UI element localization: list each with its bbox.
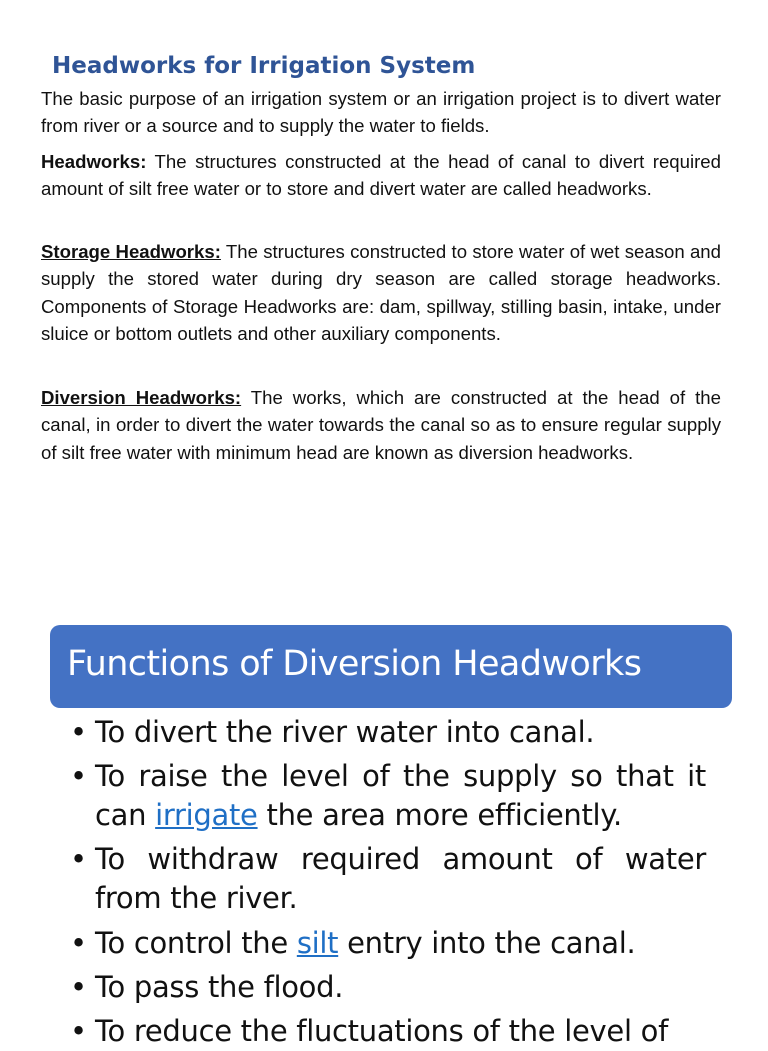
- bullet-text-post: entry into the canal.: [338, 926, 636, 960]
- bullet-text-pre: To raise the level of the supply so that it can: [95, 759, 706, 832]
- bullet-text: [95, 757, 706, 834]
- bullet-text: To pass the flood.: [95, 970, 344, 1004]
- slide-title: Functions of Diversion Headworks: [67, 644, 642, 684]
- bullet-item-reduce-fluctuations: [70, 1012, 706, 1051]
- headworks-term: Headworks:: [41, 151, 147, 172]
- irrigate-link[interactable]: irrigate: [155, 797, 258, 832]
- headworks-paragraph: [41, 148, 721, 203]
- diversion-headworks-definition: The works, which are constructed at the head of the canal, in order to divert the water towards the canal so as to ensure regular supply of silt free water with minimum head are known as diversion headworks.: [41, 387, 721, 463]
- bullet-dot-icon: •: [70, 759, 87, 793]
- bullet-text-pre: To control the: [95, 926, 297, 960]
- bullet-item-withdraw: [70, 840, 706, 917]
- document-title: Headworks for Irrigation System: [52, 53, 476, 79]
- bullet-item-divert: [70, 713, 706, 752]
- bullet-dot-icon: •: [70, 1014, 87, 1048]
- bullet-dot-icon: •: [70, 842, 87, 876]
- bullet-text: To withdraw required amount of water from the river.: [95, 842, 706, 915]
- intro-paragraph: The basic purpose of an irrigation system or an irrigation project is to divert water from river or a source and to supply the water to fields.: [41, 88, 721, 137]
- bullet-item-control-silt: [70, 924, 706, 963]
- diversion-headworks-paragraph: [41, 384, 721, 466]
- bullet-text-post: the area more efficiently.: [257, 797, 622, 832]
- bullet-text: To divert the river water into canal.: [95, 715, 595, 749]
- bullet-dot-icon: •: [70, 715, 87, 749]
- bullet-dot-icon: •: [70, 970, 87, 1004]
- silt-link[interactable]: silt: [296, 926, 339, 960]
- bullet-dot-icon: •: [70, 926, 87, 960]
- bullet-item-pass-flood: [70, 968, 706, 1007]
- storage-headworks-definition: The structures constructed to store water of wet season and supply the stored water during dry season are called storage headworks. Components of Storage Headworks are: dam, spillway, stilling basin, intake, under sluice or bottom outlets and other auxiliary components.: [41, 241, 721, 344]
- storage-headworks-paragraph: [41, 238, 721, 347]
- slide-title-banner: [50, 625, 732, 708]
- headworks-definition: The structures constructed at the head of canal to divert required amount of silt free water or to store and divert water are called headworks.: [41, 151, 721, 200]
- bullet-text: [95, 924, 706, 963]
- bullet-text: To reduce the fluctuations of the level of: [95, 1014, 668, 1048]
- storage-headworks-term: Storage Headworks:: [41, 241, 221, 262]
- bullet-item-raise-level: [70, 757, 706, 834]
- diversion-headworks-term: Diversion Headworks:: [41, 387, 242, 408]
